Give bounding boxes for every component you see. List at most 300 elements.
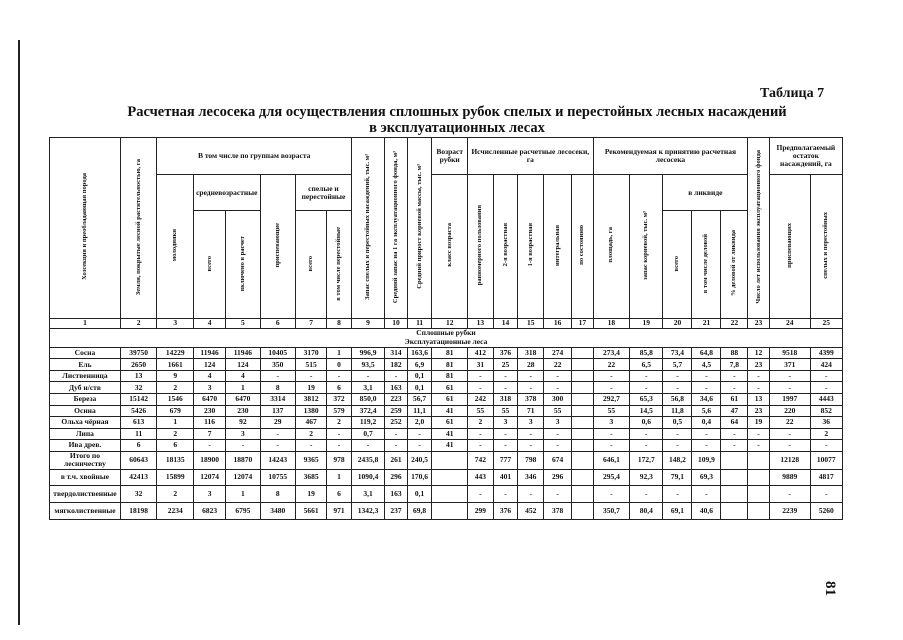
table-cell: 6470 xyxy=(193,393,225,405)
table-cell: 6,9 xyxy=(407,359,432,371)
column-number: 3 xyxy=(157,318,194,328)
table-cell: 3 xyxy=(544,417,572,429)
table-cell: - xyxy=(467,440,493,452)
header-recommended-area: Рекомендуемая к принятию расчетная лесосека xyxy=(593,138,748,175)
table-cell: 2435,8 xyxy=(351,451,384,469)
table-cell: 55 xyxy=(544,405,572,417)
table-cell: - xyxy=(351,440,384,452)
table-cell: 13 xyxy=(748,393,769,405)
column-number: 25 xyxy=(810,318,842,328)
table-cell: - xyxy=(518,428,544,440)
table-cell: - xyxy=(226,440,260,452)
header-middle-aged: средневозрастные xyxy=(193,174,260,211)
table-cell: 4 xyxy=(226,370,260,382)
table-cell: 71 xyxy=(518,405,544,417)
table-cell: 2234 xyxy=(157,503,194,520)
table-cell: - xyxy=(630,486,663,503)
table-cell xyxy=(572,469,594,486)
binding-margin-line xyxy=(18,40,20,625)
table-cell: - xyxy=(663,440,692,452)
header-remaining-stands: Предполагаемый остаток насаждений, га xyxy=(769,138,842,175)
row-label: Береза xyxy=(50,393,121,405)
table-cell: 230 xyxy=(193,405,225,417)
table-row xyxy=(50,370,843,382)
table-cell: - xyxy=(296,440,327,452)
table-cell: 9518 xyxy=(769,347,810,359)
table-cell: 6 xyxy=(327,382,352,394)
table-cell: 378 xyxy=(518,393,544,405)
table-cell: 4399 xyxy=(810,347,842,359)
table-cell: 2 xyxy=(810,428,842,440)
table-cell: 777 xyxy=(493,451,518,469)
table-cell xyxy=(572,417,594,429)
table-cell: 163,6 xyxy=(407,347,432,359)
table-cell xyxy=(432,486,467,503)
table-cell: 372 xyxy=(327,393,352,405)
table-cell: - xyxy=(593,382,630,394)
header-by-condition: по состоянию xyxy=(572,174,594,318)
table-cell: - xyxy=(748,440,769,452)
header-species: Хозсекция и преобладающая порода xyxy=(50,138,121,319)
table-cell xyxy=(572,451,594,469)
table-cell: - xyxy=(630,440,663,452)
table-cell: 6,5 xyxy=(630,359,663,371)
table-cell: 7,8 xyxy=(721,359,748,371)
table-cell: 4443 xyxy=(810,393,842,405)
table-cell: 6 xyxy=(327,486,352,503)
table-cell: 798 xyxy=(518,451,544,469)
table-cell: - xyxy=(467,382,493,394)
table-cell: 613 xyxy=(120,417,157,429)
table-cell: 424 xyxy=(810,359,842,371)
header-calculated-areas: Исчисленные расчетные лесосеки, га xyxy=(467,138,593,175)
header-uniform-use: равномерного пользования xyxy=(467,174,493,318)
table-cell: - xyxy=(407,440,432,452)
table-cell: 1 xyxy=(226,486,260,503)
row-label: Ольха чёрная xyxy=(50,417,121,429)
table-cell: 23 xyxy=(748,405,769,417)
row-label: Дуб н/ств xyxy=(50,382,121,394)
header-root-stock: запас корневой, тыс. м³ xyxy=(630,174,663,318)
column-number: 15 xyxy=(518,318,544,328)
table-cell: 116 xyxy=(193,417,225,429)
table-cell: 22 xyxy=(544,359,572,371)
row-label: в т.ч. хвойные xyxy=(50,469,121,486)
table-cell: 273,4 xyxy=(593,347,630,359)
table-cell: - xyxy=(518,370,544,382)
column-numbers xyxy=(50,318,843,328)
table-cell: 15142 xyxy=(120,393,157,405)
table-cell: - xyxy=(493,382,518,394)
table-cell: 3,1 xyxy=(351,486,384,503)
table-cell: 47 xyxy=(721,405,748,417)
table-cell: - xyxy=(385,428,408,440)
table-cell: - xyxy=(193,440,225,452)
table-cell: 69,1 xyxy=(663,503,692,520)
table-cell: - xyxy=(692,428,721,440)
table-cell: - xyxy=(663,370,692,382)
table-cell: - xyxy=(593,486,630,503)
header-mature-total: всего xyxy=(296,211,327,318)
table-cell: 29 xyxy=(260,417,295,429)
table-cell: 18135 xyxy=(157,451,194,469)
table-cell: 292,7 xyxy=(593,393,630,405)
table-cell: - xyxy=(493,370,518,382)
table-cell: 467 xyxy=(296,417,327,429)
table-cell: 6795 xyxy=(226,503,260,520)
table-cell xyxy=(721,451,748,469)
table-cell: 0,4 xyxy=(692,417,721,429)
table-cell: 1661 xyxy=(157,359,194,371)
table-cell: 412 xyxy=(467,347,493,359)
table-cell: 4 xyxy=(193,370,225,382)
table-cell: 3314 xyxy=(260,393,295,405)
table-cell: 18198 xyxy=(120,503,157,520)
table-cell: 109,9 xyxy=(692,451,721,469)
header-second-age: 2-я возрастная xyxy=(493,174,518,318)
table-cell: 0,1 xyxy=(407,382,432,394)
row-label: Липа xyxy=(50,428,121,440)
row-label: твердолиственные xyxy=(50,486,121,503)
table-cell: 299 xyxy=(467,503,493,520)
table-cell: 240,5 xyxy=(407,451,432,469)
table-cell: 22 xyxy=(769,417,810,429)
table-cell: 9 xyxy=(157,370,194,382)
table-cell: 41 xyxy=(432,405,467,417)
header-first-age: 1-я возрастная xyxy=(518,174,544,318)
header-business-percent: % деловой от ликвида xyxy=(721,211,748,318)
table-cell: 3812 xyxy=(296,393,327,405)
table-cell: 65,3 xyxy=(630,393,663,405)
table-cell: 1997 xyxy=(769,393,810,405)
table-cell: 261 xyxy=(385,451,408,469)
table-cell: 579 xyxy=(327,405,352,417)
table-cell: 55 xyxy=(467,405,493,417)
table-cell: 11,8 xyxy=(663,405,692,417)
header-mid-included: включено в расчет xyxy=(226,211,260,318)
table-cell: 73,4 xyxy=(663,347,692,359)
table-cell: - xyxy=(663,428,692,440)
table-cell: 19 xyxy=(296,486,327,503)
table-row xyxy=(50,393,843,405)
table-cell: - xyxy=(810,486,842,503)
header-area: площадь, га xyxy=(593,174,630,318)
table-cell: 12074 xyxy=(193,469,225,486)
table-cell: 1 xyxy=(327,469,352,486)
table-cell: 69,8 xyxy=(407,503,432,520)
table-cell: 148,2 xyxy=(663,451,692,469)
table-cell: 2 xyxy=(157,382,194,394)
table-cell: 2 xyxy=(157,486,194,503)
table-cell: - xyxy=(721,370,748,382)
table-cell: 14229 xyxy=(157,347,194,359)
header-years-of-use: Число лет использования эксплуатационного фонда xyxy=(748,138,769,319)
table-cell: 3480 xyxy=(260,503,295,520)
table-cell: - xyxy=(327,370,352,382)
table-cell: - xyxy=(810,370,842,382)
table-cell: - xyxy=(544,486,572,503)
table-cell: - xyxy=(593,370,630,382)
table-cell: 93,5 xyxy=(351,359,384,371)
table-cell: 3 xyxy=(493,417,518,429)
table-cell: 1 xyxy=(226,382,260,394)
column-number: 17 xyxy=(572,318,594,328)
table-cell: 60643 xyxy=(120,451,157,469)
table-cell: - xyxy=(630,428,663,440)
table-cell: 9889 xyxy=(769,469,810,486)
table-cell xyxy=(572,440,594,452)
header-rest-mature: спелых и перестойных xyxy=(810,174,842,318)
cutting-area-table xyxy=(49,137,843,520)
row-label: Ель xyxy=(50,359,121,371)
table-cell: 92 xyxy=(226,417,260,429)
table-cell: 295,4 xyxy=(593,469,630,486)
table-cell: - xyxy=(721,382,748,394)
table-cell: - xyxy=(544,382,572,394)
table-cell: 4,5 xyxy=(692,359,721,371)
table-cell: - xyxy=(260,370,295,382)
table-cell: - xyxy=(748,428,769,440)
table-cell: 0,1 xyxy=(407,370,432,382)
column-number-row xyxy=(50,318,843,328)
column-number: 10 xyxy=(385,318,408,328)
column-number: 11 xyxy=(407,318,432,328)
column-number: 2 xyxy=(120,318,157,328)
table-cell: 318 xyxy=(493,393,518,405)
table-cell: 971 xyxy=(327,503,352,520)
table-cell: - xyxy=(260,428,295,440)
table-cell: 376 xyxy=(493,347,518,359)
table-cell: 85,8 xyxy=(630,347,663,359)
table-cell xyxy=(721,486,748,503)
title-line-2: в эксплуатационных лесах xyxy=(369,120,545,136)
table-cell: - xyxy=(769,440,810,452)
table-cell xyxy=(572,347,594,359)
table-cell: 40,6 xyxy=(692,503,721,520)
table-cell: 0,1 xyxy=(407,486,432,503)
header-liquid: в ликвиде xyxy=(663,174,748,211)
table-cell: - xyxy=(769,382,810,394)
header-avg-growth: Средний прирост корневой массы, тыс. м³ xyxy=(407,138,432,319)
table-row xyxy=(50,405,843,417)
table-cell: 5,7 xyxy=(663,359,692,371)
table-cell: 852 xyxy=(810,405,842,417)
table-cell: 300 xyxy=(544,393,572,405)
table-cell xyxy=(572,393,594,405)
table-cell: - xyxy=(692,486,721,503)
table-cell: 742 xyxy=(467,451,493,469)
table-cell: 978 xyxy=(327,451,352,469)
table-cell: 61 xyxy=(432,382,467,394)
table-cell: - xyxy=(544,440,572,452)
table-cell: 515 xyxy=(296,359,327,371)
table-cell xyxy=(572,370,594,382)
table-cell: 3 xyxy=(518,417,544,429)
table-cell: 61 xyxy=(432,393,467,405)
table-cell: 36 xyxy=(810,417,842,429)
table-cell: - xyxy=(769,486,810,503)
header-pre-mature: приспевающие xyxy=(260,174,295,318)
table-cell: 2,0 xyxy=(407,417,432,429)
table-cell: 92,3 xyxy=(630,469,663,486)
header-rest-pre-mature: приспевающих xyxy=(769,174,810,318)
table-cell: 2 xyxy=(327,417,352,429)
table-cell: 32 xyxy=(120,486,157,503)
table-cell: 314 xyxy=(385,347,408,359)
table-cell: 12128 xyxy=(769,451,810,469)
table-cell: - xyxy=(327,440,352,452)
header-liquid-business: в том числе деловой xyxy=(692,211,721,318)
table-cell: 64,8 xyxy=(692,347,721,359)
table-cell: 1 xyxy=(327,347,352,359)
table-cell: 376 xyxy=(493,503,518,520)
table-cell: 12074 xyxy=(226,469,260,486)
table-cell xyxy=(432,469,467,486)
table-cell: 10755 xyxy=(260,469,295,486)
table-cell: 80,4 xyxy=(630,503,663,520)
table-cell: 11,1 xyxy=(407,405,432,417)
table-cell: 25 xyxy=(493,359,518,371)
header-integral: интегральная xyxy=(544,174,572,318)
table-cell: - xyxy=(810,382,842,394)
table-cell xyxy=(721,469,748,486)
column-number: 21 xyxy=(692,318,721,328)
table-number: Таблица 7 xyxy=(760,86,825,101)
table-cell: 350,7 xyxy=(593,503,630,520)
table-cell: 5426 xyxy=(120,405,157,417)
table-cell: 34,6 xyxy=(692,393,721,405)
table-cell: - xyxy=(518,440,544,452)
table-cell xyxy=(432,451,467,469)
table-row xyxy=(50,440,843,452)
table-cell: - xyxy=(407,428,432,440)
table-cell: 259 xyxy=(385,405,408,417)
row-label: Сосна xyxy=(50,347,121,359)
table-cell: - xyxy=(493,486,518,503)
table-cell xyxy=(721,503,748,520)
column-number: 24 xyxy=(769,318,810,328)
section-title-2: Эксплуатационные леса xyxy=(50,338,843,347)
header-liquid-total: всего xyxy=(663,211,692,318)
table-cell xyxy=(572,405,594,417)
row-label: Осина xyxy=(50,405,121,417)
table-cell: - xyxy=(663,382,692,394)
row-label: Итого по лесничеству xyxy=(50,451,121,469)
table-cell: 7 xyxy=(193,428,225,440)
table-cell: 14,5 xyxy=(630,405,663,417)
table-cell: - xyxy=(493,428,518,440)
table-cell xyxy=(748,469,769,486)
table-cell: 3,1 xyxy=(351,382,384,394)
table-cell: 14243 xyxy=(260,451,295,469)
table-cell: 56,8 xyxy=(663,393,692,405)
column-number: 7 xyxy=(296,318,327,328)
table-cell: 237 xyxy=(385,503,408,520)
table-cell: 674 xyxy=(544,451,572,469)
table-cell: 119,2 xyxy=(351,417,384,429)
header-age-class: класс возраста xyxy=(432,174,467,318)
table-cell: - xyxy=(721,440,748,452)
table-cell: - xyxy=(692,382,721,394)
table-cell: 1342,3 xyxy=(351,503,384,520)
table-cell: 372,4 xyxy=(351,405,384,417)
table-cell: - xyxy=(769,370,810,382)
table-cell: 2 xyxy=(467,417,493,429)
column-number: 16 xyxy=(544,318,572,328)
header-cut-age: Возраст рубки xyxy=(432,138,467,175)
table-cell: 41 xyxy=(432,428,467,440)
table-cell: - xyxy=(385,370,408,382)
table-cell: 88 xyxy=(721,347,748,359)
table-cell: - xyxy=(467,370,493,382)
table-cell: 19 xyxy=(748,417,769,429)
table-cell: 11946 xyxy=(193,347,225,359)
table-cell: 220 xyxy=(769,405,810,417)
row-label: мягколиственные xyxy=(50,503,121,520)
header-forest-land: Земли, покрытые лесной растительностью, га xyxy=(120,138,157,319)
table-cell: 64 xyxy=(721,417,748,429)
table-cell: 452 xyxy=(518,503,544,520)
page-number: 81 xyxy=(822,581,838,596)
table-cell: 2239 xyxy=(769,503,810,520)
table-cell: 1 xyxy=(157,417,194,429)
table-cell xyxy=(572,382,594,394)
table-cell: 32 xyxy=(120,382,157,394)
table-cell: - xyxy=(467,486,493,503)
table-cell: - xyxy=(493,440,518,452)
table-row xyxy=(50,359,843,371)
table-cell: 0 xyxy=(327,359,352,371)
table-cell: 55 xyxy=(493,405,518,417)
table-cell: 31 xyxy=(467,359,493,371)
table-cell: 124 xyxy=(226,359,260,371)
table-cell: 163 xyxy=(385,382,408,394)
table-cell xyxy=(748,486,769,503)
title-line-1: Расчетная лесосека для осуществления сплошных рубок спелых и перестойных лесных насаждений xyxy=(127,104,787,120)
table-row xyxy=(50,382,843,394)
table-cell: 646,1 xyxy=(593,451,630,469)
table-cell: 19 xyxy=(296,382,327,394)
table-cell: - xyxy=(518,486,544,503)
table-cell: - xyxy=(769,428,810,440)
table-cell: 13 xyxy=(120,370,157,382)
table-cell: 12 xyxy=(748,347,769,359)
column-number: 1 xyxy=(50,318,121,328)
table-cell: 1090,4 xyxy=(351,469,384,486)
table-row xyxy=(50,486,843,503)
table-title xyxy=(112,104,802,136)
table-cell xyxy=(748,451,769,469)
total-rows xyxy=(50,451,843,519)
table-cell: 9365 xyxy=(296,451,327,469)
table-row xyxy=(50,347,843,359)
table-cell: 182 xyxy=(385,359,408,371)
table-cell: 8 xyxy=(260,486,295,503)
header-avg-stock: Средний запас на 1 га эксплуатационного фонда, м³ xyxy=(385,138,408,319)
table-row xyxy=(50,428,843,440)
table-cell: 15899 xyxy=(157,469,194,486)
table-cell: 3 xyxy=(193,382,225,394)
table-cell: 274 xyxy=(544,347,572,359)
table-cell: 230 xyxy=(226,405,260,417)
table-cell: 11946 xyxy=(226,347,260,359)
table-cell: - xyxy=(663,486,692,503)
table-cell xyxy=(748,503,769,520)
table-cell: - xyxy=(518,382,544,394)
section-header xyxy=(50,328,843,347)
table-cell: 5,6 xyxy=(692,405,721,417)
table-cell: 296 xyxy=(544,469,572,486)
